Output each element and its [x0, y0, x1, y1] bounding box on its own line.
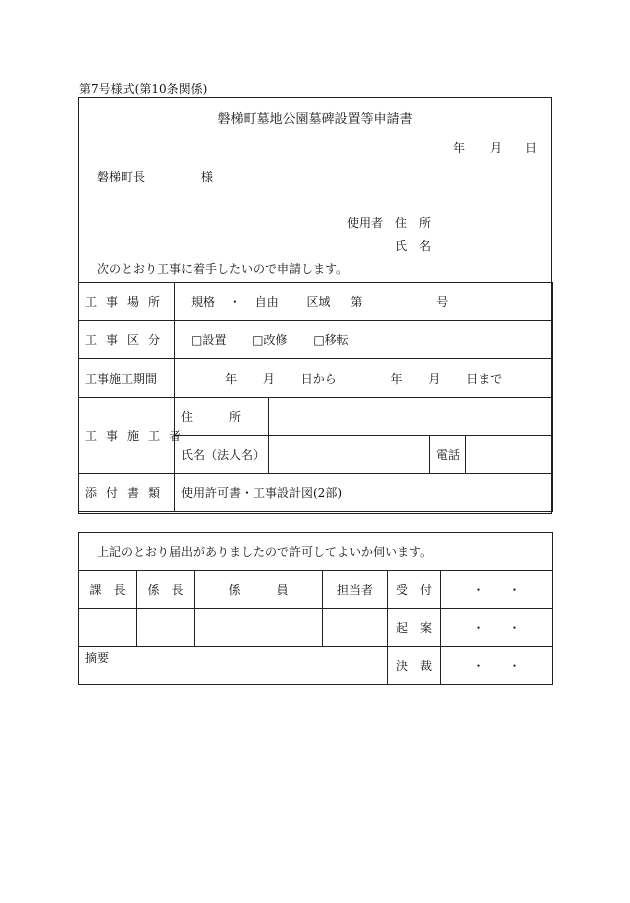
applicant-address-label: 住 所 [395, 216, 432, 230]
period-value [175, 359, 553, 398]
intro-text: 次のとおり工事に着手したいので申請します。 [97, 262, 349, 276]
receipt-date: ・ ・ [441, 571, 553, 609]
addressee-honorific: 様 [201, 170, 214, 184]
category-options [175, 321, 553, 359]
contractor-name-field[interactable] [269, 436, 430, 474]
summary-cell[interactable] [79, 647, 388, 685]
decision-label: 決 裁 [388, 647, 441, 685]
checkbox-repair[interactable]: □改修 [252, 333, 288, 347]
label-category: 工事区分 [79, 321, 175, 359]
row-category [79, 321, 553, 359]
applicant-name-label: 氏 名 [395, 239, 432, 253]
draft-label: 起 案 [388, 609, 441, 647]
contractor-address-label: 住 所 [175, 398, 269, 436]
period-year-to: 年 [390, 371, 403, 386]
location-value [175, 283, 553, 321]
period-year-from: 年 [225, 371, 238, 386]
summary-label: 摘要 [85, 651, 110, 665]
location-dot: ・ [228, 295, 241, 309]
label-attachments: 添付書類 [79, 474, 175, 512]
date-month: 月 [490, 141, 503, 155]
approval-seal-row [79, 609, 553, 647]
form-title: 磐梯町墓地公園墓碑設置等申請書 [217, 112, 413, 127]
draft-date: ・ ・ [441, 609, 553, 647]
seal-subsection-chief[interactable] [137, 609, 195, 647]
seal-staff[interactable] [195, 609, 323, 647]
row-contractor-address [79, 398, 553, 436]
receipt-label: 受 付 [388, 571, 441, 609]
work-details-table [78, 282, 553, 512]
label-period: 工事施工期間 [79, 359, 175, 398]
location-free: 自由 [254, 295, 279, 309]
row-period [79, 359, 553, 398]
period-day-from: 日から [300, 371, 337, 386]
contractor-name-label: 氏名（法人名） [175, 436, 269, 474]
header-section-chief: 課 長 [79, 571, 137, 609]
approval-text-row [79, 533, 553, 571]
location-dai: 第 [350, 295, 363, 309]
seal-section-chief[interactable] [79, 609, 137, 647]
approval-table [78, 532, 553, 685]
approval-text: 上記のとおり届出がありましたので許可してよいか伺います。 [79, 533, 553, 571]
attachments-value: 使用許可書・工事設計図(2部) [175, 474, 553, 512]
decision-date: ・ ・ [441, 647, 553, 685]
form-number: 第7号様式(第10条関係) [79, 82, 208, 96]
date-year: 年 [453, 141, 466, 155]
location-go: 号 [436, 295, 449, 309]
approval-header-row [79, 571, 553, 609]
row-attachments [79, 474, 553, 512]
period-month-from: 月 [262, 371, 275, 386]
checkbox-install[interactable]: □設置 [191, 333, 227, 347]
header-staff: 係 員 [195, 571, 323, 609]
row-location [79, 283, 553, 321]
location-section: 区域 [306, 295, 331, 309]
addressee-name: 磐梯町長 [97, 170, 146, 184]
period-day-to: 日まで [466, 371, 503, 386]
approval-summary-row [79, 647, 553, 685]
period-month-to: 月 [428, 371, 441, 386]
label-contractor: 工事施工者 [79, 398, 175, 474]
seal-person-in-charge[interactable] [323, 609, 388, 647]
header-subsection-chief: 係 長 [137, 571, 195, 609]
date-day: 日 [525, 141, 538, 155]
header-person-in-charge: 担当者 [323, 571, 388, 609]
contractor-address-field[interactable] [269, 398, 553, 436]
location-standard: 規格 [191, 295, 216, 309]
contractor-phone-label: 電話 [430, 436, 466, 474]
label-location: 工事場所 [79, 283, 175, 321]
checkbox-relocate[interactable]: □移転 [313, 333, 349, 347]
applicant-role: 使用者 [347, 216, 384, 230]
contractor-phone-field[interactable] [466, 436, 553, 474]
